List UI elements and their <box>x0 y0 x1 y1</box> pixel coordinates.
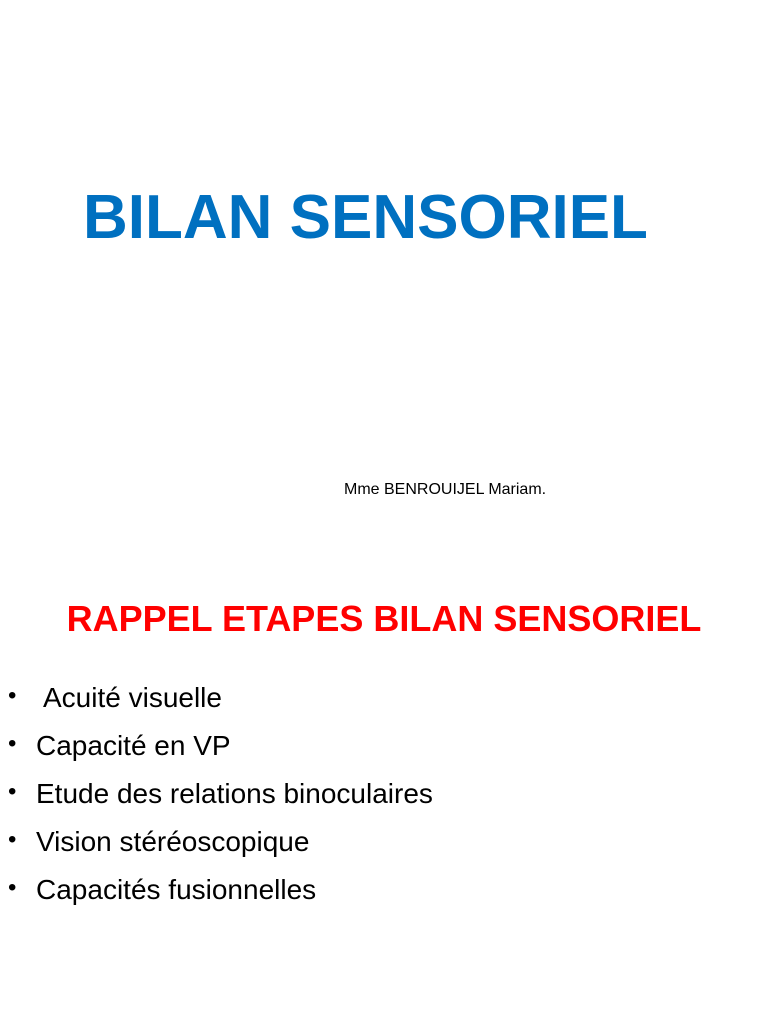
section-title: RAPPEL ETAPES BILAN SENSORIEL <box>66 598 702 639</box>
bullet-text: Capacité en VP <box>36 730 231 761</box>
bullet-text: Vision stéréoscopique <box>36 826 310 857</box>
bullet-icon: • <box>8 874 17 901</box>
bullet-icon: • <box>8 778 17 805</box>
author-name: Mme BENROUIJEL Mariam. <box>344 481 547 498</box>
bullet-icon: • <box>8 730 17 757</box>
bullet-text: Capacités fusionnelles <box>36 874 317 905</box>
bullet-text: Etude des relations binoculaires <box>36 778 433 809</box>
bullet-icon: • <box>8 826 17 853</box>
slide-title: BILAN SENSORIEL <box>83 183 648 252</box>
bullet-icon: • <box>8 682 17 709</box>
bullet-text: Acuité visuelle <box>43 682 222 713</box>
